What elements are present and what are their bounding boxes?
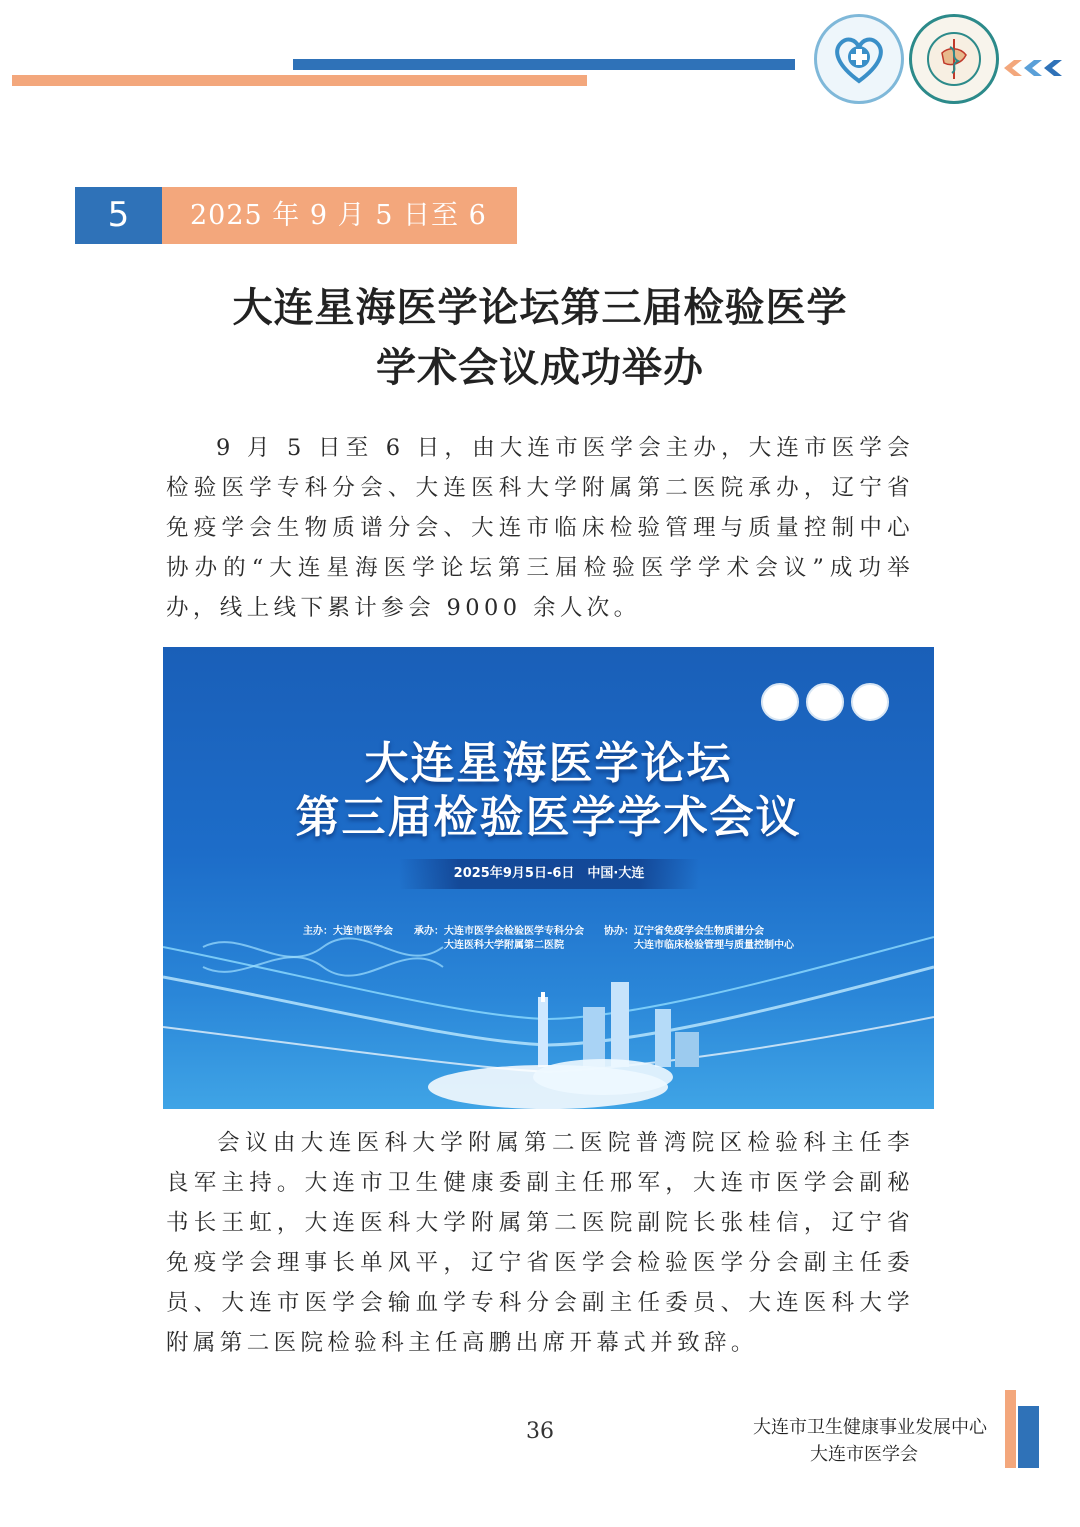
footer-blue-bar [1018,1406,1039,1468]
banner-organizer-line1: 承办：大连市医学会检验医学专科分会 [414,926,584,937]
medical-association-logo [909,14,999,104]
health-center-mini-logo [806,683,844,721]
footer-org-2: 大连市医学会 [810,1444,918,1465]
header-orange-bar [12,75,587,86]
banner-organizer [414,925,584,953]
footer-org-1: 大连市卫生健康事业发展中心 [753,1417,987,1438]
conference-banner [163,647,934,1109]
health-center-logo [814,14,904,104]
paragraph-2-text: 会议由大连医科大学附属第二医院普湾院区检验科主任李良军主持。大连市卫生健康委副主任邢军，大连市医学会副秘书长王虹，大连医科大学附属第二医院副院长张桂信，辽宁省免疫学会理事长单风平，辽宁省医学会检验医学分会副主任委员、大连市医学会输血学专科分会副主任委员、大连医科大学附属第二医院检验科主任高鹏出席开幕式并致辞。 [166,1130,914,1356]
paragraph-1-text: 9 月 5 日至 6 日，由大连市医学会主办，大连市医学会检验医学专科分会、大连医科大学附属第二医院承办，辽宁省免疫学会生物质谱分会、大连市临床检验管理与质量控制中心协办的“大连星海医学论坛第三届检验医学学术会议”成功举办，线上线下累计参会 9000 余人次。 [166,435,914,621]
banner-title-line1: 大连星海医学论坛 [364,738,733,789]
article-title-line1: 大连星海医学论坛第三届检验医学 [232,284,848,331]
medical-association-mini-logo [761,683,799,721]
section-date: 2025 年 9 月 5 日至 6 日 [162,187,517,244]
page-number: 36 [526,1419,554,1444]
banner-organizer-line2: 大连医科大学附属第二医院 [444,940,564,951]
banner-title-line2: 第三届检验医学学术会议 [295,792,802,843]
footer-orange-bar [1005,1390,1016,1468]
header-blue-bar [293,59,795,70]
banner-co-organizer [604,925,794,953]
section-number: 5 [75,187,162,244]
paragraph-2 [166,1123,914,1363]
banner-co-organizer-line1: 协办：辽宁省免疫学会生物质谱分会 [604,926,764,937]
banner-co-organizer-line2: 大连市临床检验管理与质量控制中心 [634,940,794,951]
article-title-line2: 学术会议成功举办 [376,344,704,391]
banner-host: 主办：大连市医学会 [303,926,393,937]
chevron-left-icon [1000,58,1070,78]
immunology-society-mini-logo [851,683,889,721]
banner-date-place: 2025年9月5日-6日 中国·大连 [399,859,699,889]
paragraph-1 [166,428,914,628]
